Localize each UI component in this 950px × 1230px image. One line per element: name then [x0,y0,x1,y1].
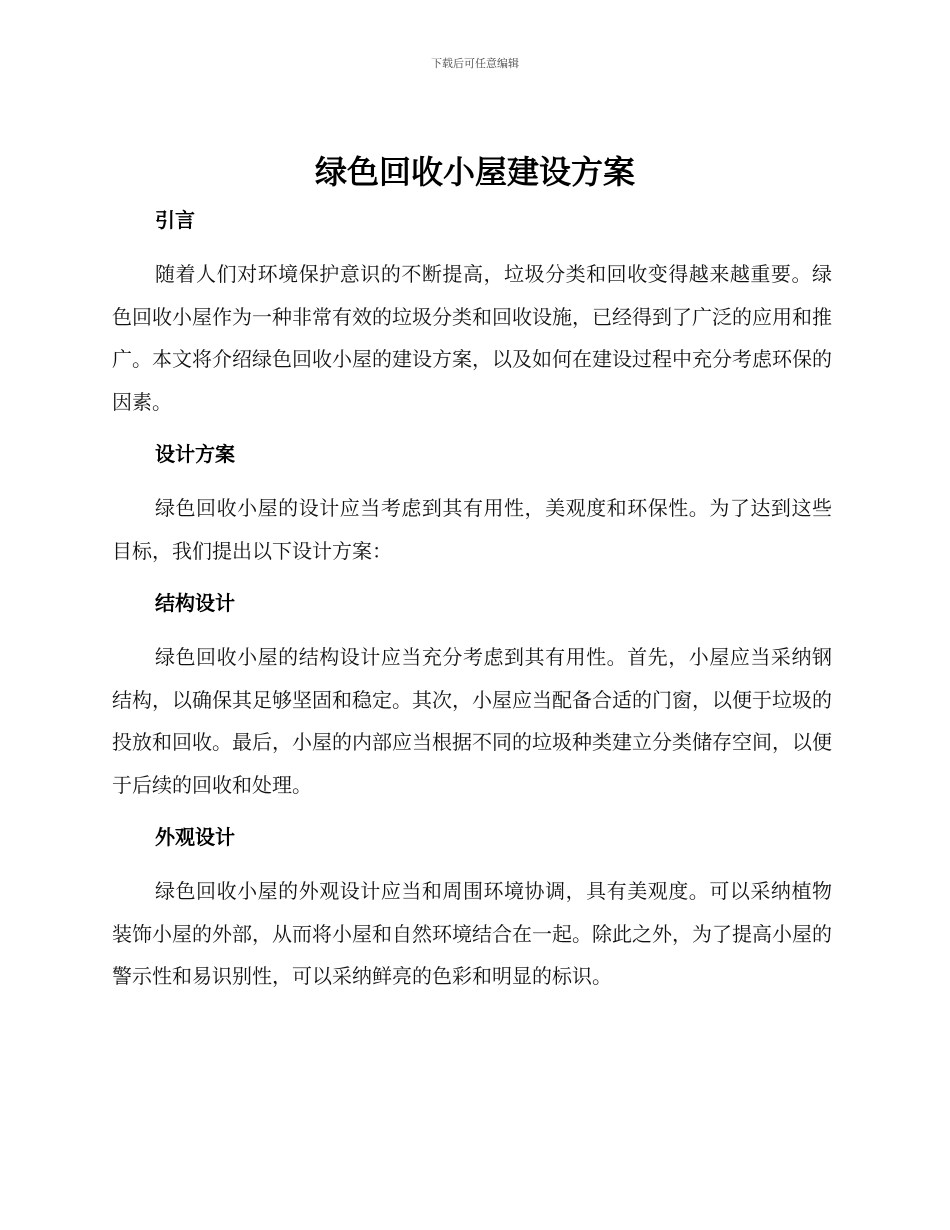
section-heading-structure-design: 结构设计 [155,591,235,615]
section-paragraph-appearance-design: 绿色回收小屋的外观设计应当和周围环境协调，具有美观度。可以采纳植物装饰小屋的外部，从而将小屋和自然环境结合在一起。除此之外，为了提高小屋的警示性和易识别性，可以采纳鲜亮的色彩和明显的标识。 [112,879,832,988]
section-paragraph-introduction: 随着人们对环境保护意识的不断提高，垃圾分类和回收变得越来越重要。绿色回收小屋作为一种非常有效的垃圾分类和回收设施，已经得到了广泛的应用和推广。本文将介绍绿色回收小屋的建设方案，以及如何在建设过程中充分考虑环保的因素。 [112,262,832,414]
document-body [112,199,832,998]
section-heading-introduction: 引言 [155,208,195,232]
header-note: 下载后可任意编辑 [431,57,519,70]
section-paragraph-design-plan: 绿色回收小屋的设计应当考虑到其有用性，美观度和环保性。为了达到这些目标，我们提出以下设计方案： [112,496,832,563]
section-heading-design-plan: 设计方案 [155,442,235,466]
document-title: 绿色回收小屋建设方案 [314,153,635,191]
section-heading-appearance-design: 外观设计 [155,825,235,849]
section-paragraph-structure-design: 绿色回收小屋的结构设计应当充分考虑到其有用性。首先，小屋应当采纳钢结构，以确保其足够坚固和稳定。其次，小屋应当配备合适的门窗，以便于垃圾的投放和回收。最后，小屋的内部应当根据不同的垃圾种类建立分类储存空间，以便于后续的回收和处理。 [112,645,832,797]
